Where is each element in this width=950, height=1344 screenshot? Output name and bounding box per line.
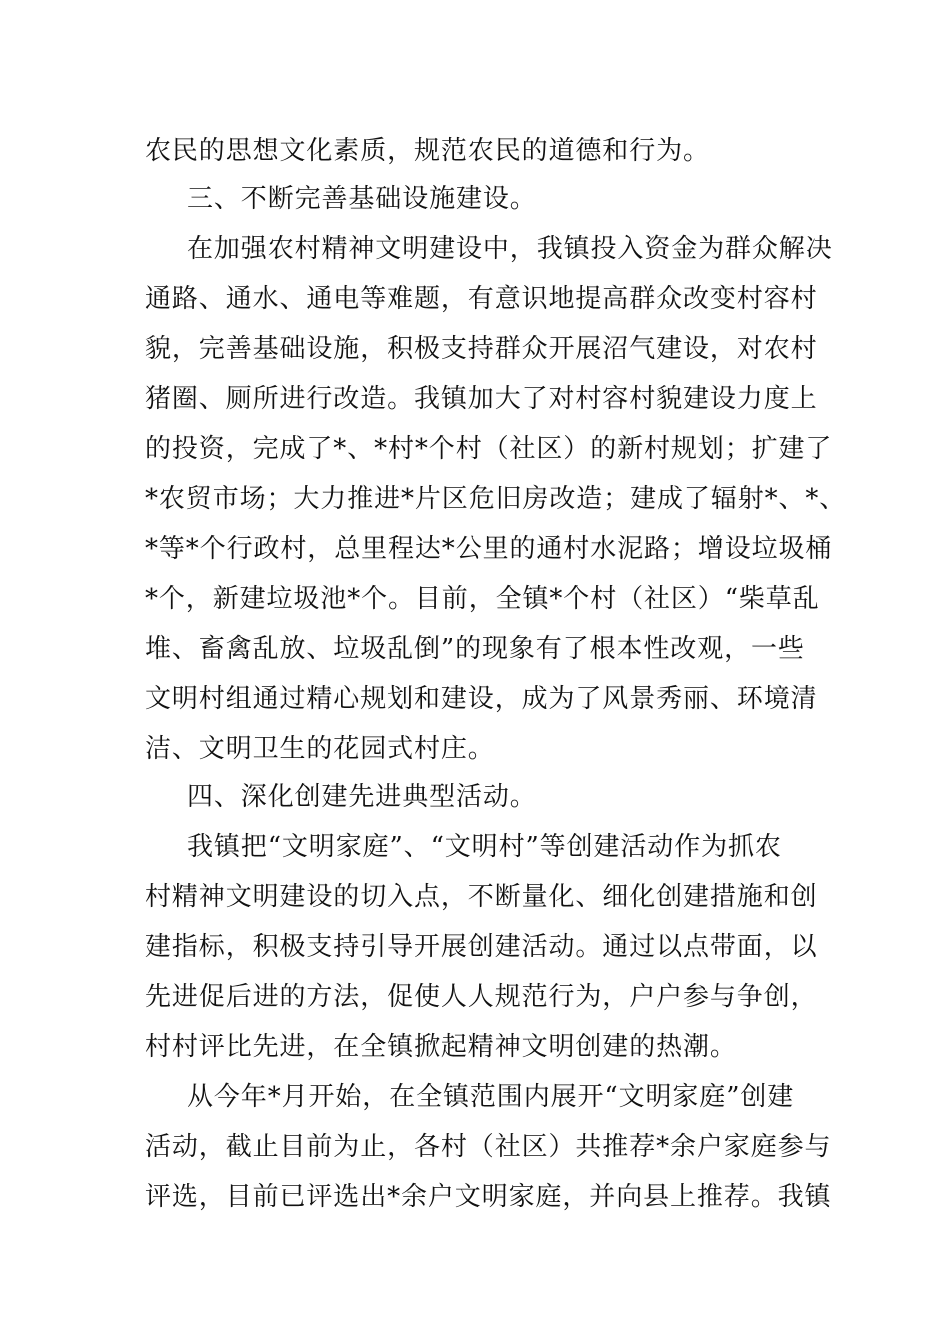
text-line: 农民的思想文化素质，规范农民的道德和行为。 bbox=[145, 136, 710, 166]
text-line: 猪圈、厕所进行改造。我镇加大了对村容村貌建设力度上 bbox=[145, 384, 818, 414]
text-line: 貌，完善基础设施，积极支持群众开展沼气建设，对农村 bbox=[145, 334, 818, 364]
text-line: 我镇把“文明家庭”、“文明村”等创建活动作为抓农 bbox=[187, 832, 782, 862]
text-line: *等*个行政村，总里程达*公里的通村水泥路；增设垃圾桶 bbox=[145, 534, 833, 564]
text-line: 洁、文明卫生的花园式村庄。 bbox=[145, 734, 495, 764]
text-line: 文明村组通过精心规划和建设，成为了风景秀丽、环境清 bbox=[145, 684, 818, 714]
text-line: 建指标，积极支持引导开展创建活动。通过以点带面，以 bbox=[145, 932, 818, 962]
text-line: 通路、通水、通电等难题，有意识地提高群众改变村容村 bbox=[145, 284, 818, 314]
text-line: 村村评比先进，在全镇掀起精神文明创建的热潮。 bbox=[145, 1032, 737, 1062]
section-heading: 四、深化创建先进典型活动。 bbox=[187, 782, 537, 812]
text-line: 活动，截止目前为止，各村（社区）共推荐*余户家庭参与 bbox=[145, 1132, 832, 1162]
text-line: 在加强农村精神文明建设中，我镇投入资金为群众解决 bbox=[187, 234, 833, 264]
text-line: *个，新建垃圾池*个。目前，全镇*个村（社区）“柴草乱 bbox=[145, 584, 820, 614]
text-line: 村精神文明建设的切入点，不断量化、细化创建措施和创 bbox=[145, 882, 818, 912]
text-line: 堆、畜禽乱放、垃圾乱倒”的现象有了根本性改观，一些 bbox=[145, 634, 805, 664]
text-line: 评选，目前已评选出*余户文明家庭，并向县上推荐。我镇 bbox=[145, 1182, 832, 1212]
text-line: 先进促后进的方法，促使人人规范行为，户户参与争创， bbox=[145, 982, 818, 1012]
section-heading: 三、不断完善基础设施建设。 bbox=[187, 184, 537, 214]
text-line: 从今年*月开始，在全镇范围内展开“文明家庭”创建 bbox=[187, 1082, 795, 1112]
text-line: *农贸市场；大力推进*片区危旧房改造；建成了辐射*、*、 bbox=[145, 484, 847, 514]
text-line: 的投资，完成了*、*村*个村（社区）的新村规划；扩建了 bbox=[145, 434, 833, 464]
